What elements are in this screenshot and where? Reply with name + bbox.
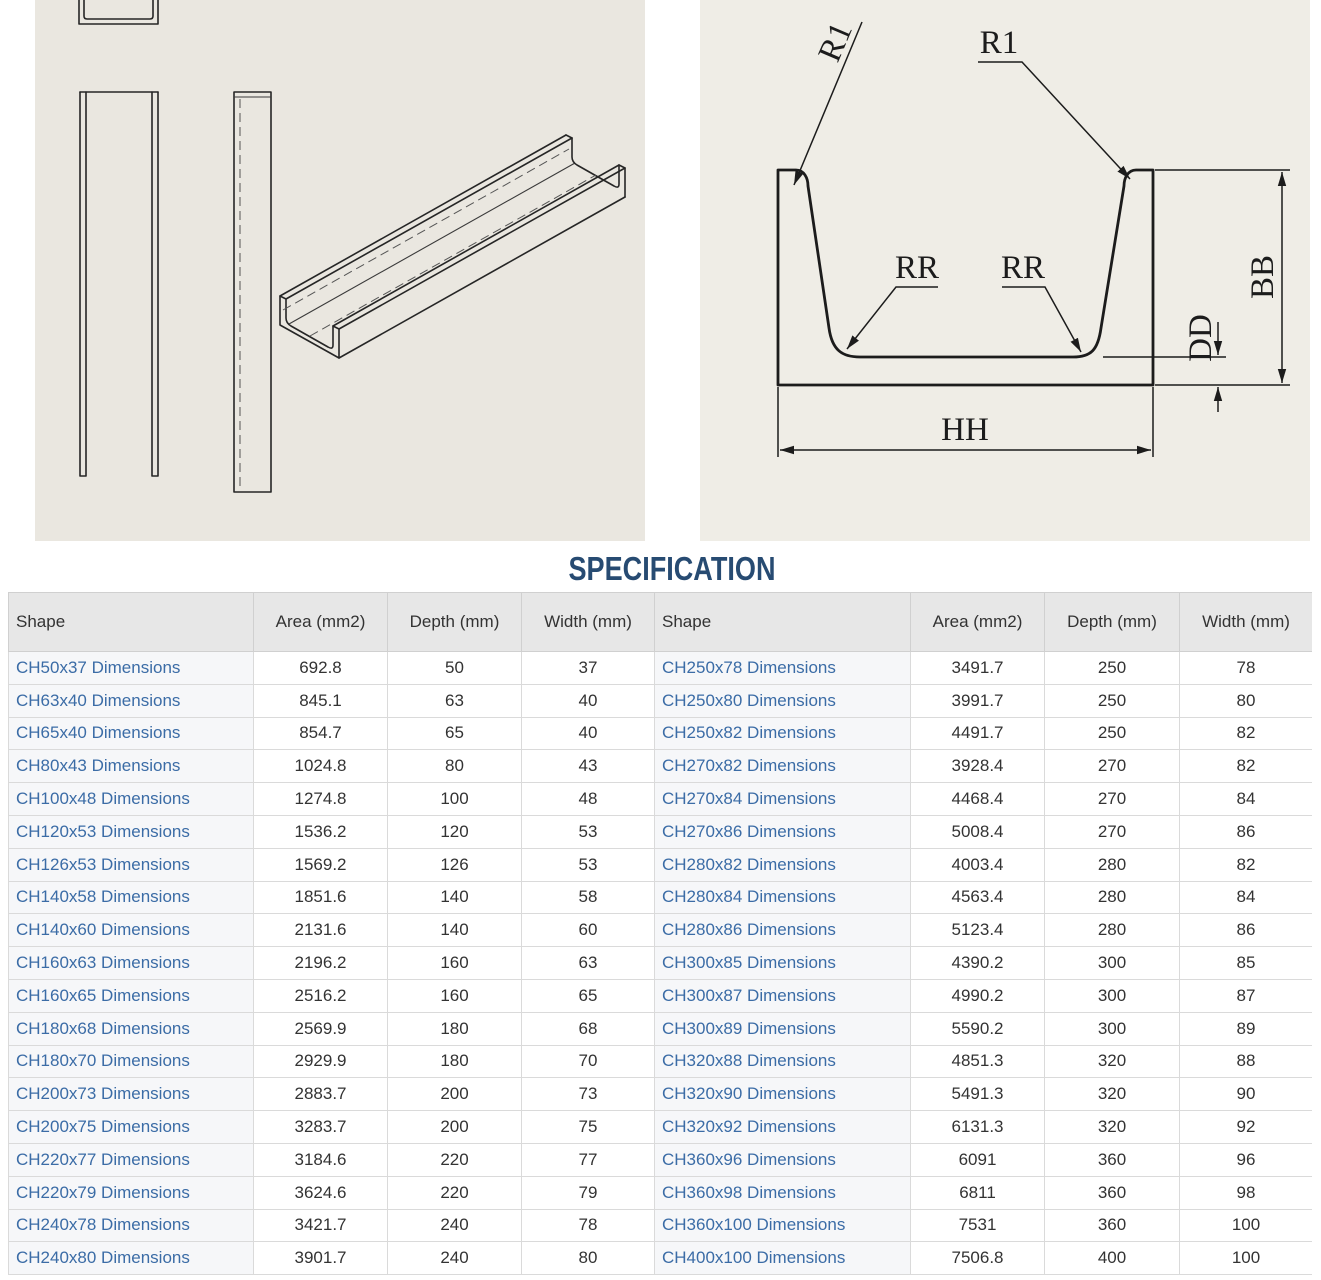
area-cell: 3184.6 bbox=[254, 1143, 388, 1176]
area-cell: 5008.4 bbox=[911, 815, 1045, 848]
table-row bbox=[9, 750, 1313, 783]
depth-cell: 250 bbox=[1045, 684, 1180, 717]
depth-cell: 320 bbox=[1045, 1078, 1180, 1111]
area-cell: 6091 bbox=[911, 1143, 1045, 1176]
column-header-depth: Depth (mm) bbox=[1045, 593, 1180, 652]
shape-dimensions-link[interactable]: CH270x84 Dimensions bbox=[662, 789, 836, 809]
front-view-right-flange bbox=[152, 92, 158, 476]
shape-dimensions-link[interactable]: CH360x96 Dimensions bbox=[662, 1149, 836, 1169]
shape-cell bbox=[655, 1176, 911, 1209]
area-cell: 2883.7 bbox=[254, 1078, 388, 1111]
shape-cell bbox=[9, 684, 254, 717]
area-cell: 1569.2 bbox=[254, 848, 388, 881]
depth-cell: 270 bbox=[1045, 815, 1180, 848]
width-cell: 86 bbox=[1180, 815, 1313, 848]
shape-cell bbox=[655, 914, 911, 947]
depth-cell: 300 bbox=[1045, 947, 1180, 980]
shape-cell bbox=[9, 947, 254, 980]
shape-cell bbox=[9, 1111, 254, 1144]
depth-cell: 270 bbox=[1045, 783, 1180, 816]
width-cell: 85 bbox=[1180, 947, 1313, 980]
rr-right-leader bbox=[1002, 287, 1081, 352]
depth-cell: 250 bbox=[1045, 652, 1180, 685]
shape-cell bbox=[9, 1209, 254, 1242]
section-outer-outline bbox=[79, 0, 158, 24]
shape-cell bbox=[9, 848, 254, 881]
shape-dimensions-link[interactable]: CH160x63 Dimensions bbox=[16, 953, 190, 973]
width-cell: 88 bbox=[1180, 1045, 1313, 1078]
iso-hidden-line-back bbox=[283, 149, 569, 310]
width-cell: 40 bbox=[522, 717, 655, 750]
specification-table bbox=[8, 592, 1312, 1275]
shape-dimensions-link[interactable]: CH400x100 Dimensions bbox=[662, 1248, 846, 1268]
depth-cell: 126 bbox=[388, 848, 522, 881]
area-cell: 3624.6 bbox=[254, 1176, 388, 1209]
table-row bbox=[9, 848, 1313, 881]
shape-cell bbox=[655, 1209, 911, 1242]
width-cell: 92 bbox=[1180, 1111, 1313, 1144]
shape-cell bbox=[655, 881, 911, 914]
width-cell: 48 bbox=[522, 783, 655, 816]
area-cell: 1851.6 bbox=[254, 881, 388, 914]
depth-cell: 120 bbox=[388, 815, 522, 848]
iso-near-end-face bbox=[280, 296, 339, 358]
column-header-shape: Shape bbox=[9, 593, 254, 652]
width-cell: 98 bbox=[1180, 1176, 1313, 1209]
shape-cell bbox=[655, 717, 911, 750]
rr-left-leader bbox=[847, 287, 938, 349]
table-row bbox=[9, 717, 1313, 750]
depth-cell: 180 bbox=[388, 1045, 522, 1078]
area-cell: 4491.7 bbox=[911, 717, 1045, 750]
width-cell: 90 bbox=[1180, 1078, 1313, 1111]
depth-cell: 220 bbox=[388, 1143, 522, 1176]
channel-section-svg bbox=[700, 0, 1310, 541]
area-cell: 2196.2 bbox=[254, 947, 388, 980]
depth-cell: 300 bbox=[1045, 979, 1180, 1012]
width-cell: 87 bbox=[1180, 979, 1313, 1012]
shape-dimensions-link[interactable]: CH320x92 Dimensions bbox=[662, 1117, 836, 1137]
column-header-width: Width (mm) bbox=[1180, 593, 1313, 652]
shape-cell bbox=[655, 1111, 911, 1144]
depth-cell: 360 bbox=[1045, 1143, 1180, 1176]
width-cell: 53 bbox=[522, 815, 655, 848]
area-cell: 4990.2 bbox=[911, 979, 1045, 1012]
iso-front-lip-outer-edge bbox=[339, 168, 625, 329]
area-cell: 2516.2 bbox=[254, 979, 388, 1012]
shape-dimensions-link[interactable]: CH65x40 Dimensions bbox=[16, 723, 181, 743]
depth-cell: 65 bbox=[388, 717, 522, 750]
shape-cell bbox=[655, 979, 911, 1012]
table-row bbox=[9, 881, 1313, 914]
depth-cell: 140 bbox=[388, 881, 522, 914]
area-cell: 7506.8 bbox=[911, 1242, 1045, 1275]
r1-left-label: R1 bbox=[811, 17, 860, 67]
area-cell: 1536.2 bbox=[254, 815, 388, 848]
table-row bbox=[9, 815, 1313, 848]
shape-dimensions-link[interactable]: CH250x82 Dimensions bbox=[662, 723, 836, 743]
shape-cell bbox=[9, 750, 254, 783]
width-cell: 89 bbox=[1180, 1012, 1313, 1045]
iso-back-wall-inner-edge bbox=[286, 138, 572, 299]
width-cell: 84 bbox=[1180, 783, 1313, 816]
area-cell: 5123.4 bbox=[911, 914, 1045, 947]
shape-dimensions-link[interactable]: CH140x60 Dimensions bbox=[16, 920, 190, 940]
iso-front-lip-inner-edge bbox=[333, 165, 619, 326]
shape-dimensions-link[interactable]: CH160x65 Dimensions bbox=[16, 985, 190, 1005]
shape-dimensions-link[interactable]: CH50x37 Dimensions bbox=[16, 657, 181, 677]
area-cell: 7531 bbox=[911, 1209, 1045, 1242]
width-cell: 65 bbox=[522, 979, 655, 1012]
iso-front-bottom-edge bbox=[339, 197, 625, 358]
width-cell: 40 bbox=[522, 684, 655, 717]
shape-cell bbox=[9, 1012, 254, 1045]
area-cell: 5491.3 bbox=[911, 1078, 1045, 1111]
area-cell: 2569.9 bbox=[254, 1012, 388, 1045]
depth-cell: 220 bbox=[388, 1176, 522, 1209]
shape-cell bbox=[655, 750, 911, 783]
column-header-width: Width (mm) bbox=[522, 593, 655, 652]
shape-cell bbox=[655, 1078, 911, 1111]
shape-dimensions-link[interactable]: CH240x80 Dimensions bbox=[16, 1248, 190, 1268]
area-cell: 4468.4 bbox=[911, 783, 1045, 816]
table-row bbox=[9, 1012, 1313, 1045]
area-cell: 845.1 bbox=[254, 684, 388, 717]
depth-cell: 320 bbox=[1045, 1045, 1180, 1078]
depth-cell: 240 bbox=[388, 1209, 522, 1242]
shape-dimensions-link[interactable]: CH280x82 Dimensions bbox=[662, 854, 836, 874]
shape-dimensions-link[interactable]: CH250x78 Dimensions bbox=[662, 657, 836, 677]
depth-cell: 140 bbox=[388, 914, 522, 947]
width-cell: 78 bbox=[1180, 652, 1313, 685]
r1-right-label: R1 bbox=[979, 25, 1019, 61]
shape-cell bbox=[9, 815, 254, 848]
area-cell: 4851.3 bbox=[911, 1045, 1045, 1078]
channel-profile-outline bbox=[778, 170, 1153, 385]
depth-cell: 250 bbox=[1045, 717, 1180, 750]
iso-far-end-profile bbox=[572, 138, 619, 187]
width-cell: 77 bbox=[522, 1143, 655, 1176]
shape-cell bbox=[655, 1045, 911, 1078]
area-cell: 854.7 bbox=[254, 717, 388, 750]
shape-dimensions-link[interactable]: CH320x90 Dimensions bbox=[662, 1084, 836, 1104]
shape-dimensions-link[interactable]: CH140x58 Dimensions bbox=[16, 887, 190, 907]
area-cell: 3491.7 bbox=[911, 652, 1045, 685]
table-row bbox=[9, 1111, 1313, 1144]
depth-cell: 360 bbox=[1045, 1176, 1180, 1209]
page-title: SPECIFICATION bbox=[568, 550, 776, 587]
width-cell: 96 bbox=[1180, 1143, 1313, 1176]
column-header-depth: Depth (mm) bbox=[388, 593, 522, 652]
depth-cell: 200 bbox=[388, 1111, 522, 1144]
depth-cell: 80 bbox=[388, 750, 522, 783]
hh-label: HH bbox=[941, 412, 989, 448]
table-row bbox=[9, 1209, 1313, 1242]
shape-cell bbox=[9, 914, 254, 947]
shape-cell bbox=[9, 783, 254, 816]
shape-dimensions-link[interactable]: CH360x98 Dimensions bbox=[662, 1182, 836, 1202]
width-cell: 37 bbox=[522, 652, 655, 685]
iso-back-wall-far-top bbox=[566, 135, 572, 138]
shape-dimensions-link[interactable]: CH220x79 Dimensions bbox=[16, 1182, 190, 1202]
width-cell: 75 bbox=[522, 1111, 655, 1144]
shape-dimensions-link[interactable]: CH250x80 Dimensions bbox=[662, 690, 836, 710]
table-header-row bbox=[9, 593, 1313, 652]
shape-dimensions-link[interactable]: CH126x53 Dimensions bbox=[16, 854, 190, 874]
shape-dimensions-link[interactable]: CH300x89 Dimensions bbox=[662, 1018, 836, 1038]
shape-cell bbox=[655, 783, 911, 816]
area-cell: 4003.4 bbox=[911, 848, 1045, 881]
table-row bbox=[9, 652, 1313, 685]
depth-cell: 160 bbox=[388, 979, 522, 1012]
column-header-area: Area (mm2) bbox=[254, 593, 388, 652]
width-cell: 84 bbox=[1180, 881, 1313, 914]
width-cell: 43 bbox=[522, 750, 655, 783]
shape-cell bbox=[655, 1012, 911, 1045]
width-cell: 73 bbox=[522, 1078, 655, 1111]
table-row bbox=[9, 1078, 1313, 1111]
shape-dimensions-link[interactable]: CH100x48 Dimensions bbox=[16, 789, 190, 809]
section-inner-outline bbox=[84, 0, 153, 19]
width-cell: 53 bbox=[522, 848, 655, 881]
table-row bbox=[9, 947, 1313, 980]
shape-cell bbox=[9, 1242, 254, 1275]
shape-dimensions-link[interactable]: CH300x87 Dimensions bbox=[662, 985, 836, 1005]
area-cell: 3283.7 bbox=[254, 1111, 388, 1144]
area-cell: 4563.4 bbox=[911, 881, 1045, 914]
shape-cell bbox=[655, 947, 911, 980]
shape-dimensions-link[interactable]: CH300x85 Dimensions bbox=[662, 953, 836, 973]
shape-dimensions-link[interactable]: CH270x86 Dimensions bbox=[662, 821, 836, 841]
area-cell: 692.8 bbox=[254, 652, 388, 685]
shape-cell bbox=[9, 1143, 254, 1176]
width-cell: 79 bbox=[522, 1176, 655, 1209]
shape-dimensions-link[interactable]: CH63x40 Dimensions bbox=[16, 690, 181, 710]
depth-cell: 300 bbox=[1045, 1012, 1180, 1045]
width-cell: 82 bbox=[1180, 848, 1313, 881]
channel-section-drawing bbox=[700, 0, 1310, 541]
shape-dimensions-link[interactable]: CH240x78 Dimensions bbox=[16, 1215, 190, 1235]
shape-cell bbox=[655, 815, 911, 848]
shape-cell bbox=[655, 684, 911, 717]
shape-cell bbox=[9, 979, 254, 1012]
depth-cell: 280 bbox=[1045, 848, 1180, 881]
shape-cell bbox=[9, 717, 254, 750]
front-view-left-flange bbox=[80, 92, 86, 476]
depth-cell: 63 bbox=[388, 684, 522, 717]
iso-floor-back-fold bbox=[289, 163, 575, 324]
bb-label: BB bbox=[1245, 254, 1281, 300]
depth-cell: 180 bbox=[388, 1012, 522, 1045]
specification-table-container bbox=[8, 592, 1312, 1278]
area-cell: 5590.2 bbox=[911, 1012, 1045, 1045]
area-cell: 3928.4 bbox=[911, 750, 1045, 783]
column-header-area: Area (mm2) bbox=[911, 593, 1045, 652]
area-cell: 2929.9 bbox=[254, 1045, 388, 1078]
channel-views-svg bbox=[35, 0, 645, 541]
table-row bbox=[9, 1242, 1313, 1275]
area-cell: 6131.3 bbox=[911, 1111, 1045, 1144]
shape-dimensions-link[interactable]: CH270x82 Dimensions bbox=[662, 756, 836, 776]
shape-dimensions-link[interactable]: CH180x68 Dimensions bbox=[16, 1018, 190, 1038]
shape-cell bbox=[655, 652, 911, 685]
area-cell: 6811 bbox=[911, 1176, 1045, 1209]
area-cell: 2131.6 bbox=[254, 914, 388, 947]
shape-cell bbox=[655, 1143, 911, 1176]
channel-views-drawing bbox=[35, 0, 645, 541]
shape-cell bbox=[9, 881, 254, 914]
table-body bbox=[9, 652, 1313, 1275]
shape-cell bbox=[9, 1045, 254, 1078]
width-cell: 63 bbox=[522, 947, 655, 980]
table-row bbox=[9, 1143, 1313, 1176]
depth-cell: 270 bbox=[1045, 750, 1180, 783]
area-cell: 1274.8 bbox=[254, 783, 388, 816]
shape-cell bbox=[655, 848, 911, 881]
table-row bbox=[9, 914, 1313, 947]
table-row bbox=[9, 1176, 1313, 1209]
column-header-shape: Shape bbox=[655, 593, 911, 652]
width-cell: 82 bbox=[1180, 717, 1313, 750]
width-cell: 70 bbox=[522, 1045, 655, 1078]
width-cell: 82 bbox=[1180, 750, 1313, 783]
table-row bbox=[9, 1045, 1313, 1078]
r1-right-leader bbox=[978, 62, 1130, 179]
depth-cell: 200 bbox=[388, 1078, 522, 1111]
width-cell: 78 bbox=[522, 1209, 655, 1242]
width-cell: 60 bbox=[522, 914, 655, 947]
depth-cell: 320 bbox=[1045, 1111, 1180, 1144]
width-cell: 100 bbox=[1180, 1209, 1313, 1242]
depth-cell: 240 bbox=[388, 1242, 522, 1275]
depth-cell: 280 bbox=[1045, 914, 1180, 947]
depth-cell: 100 bbox=[388, 783, 522, 816]
shape-dimensions-link[interactable]: CH120x53 Dimensions bbox=[16, 821, 190, 841]
shape-dimensions-link[interactable]: CH180x70 Dimensions bbox=[16, 1051, 190, 1071]
table-row bbox=[9, 684, 1313, 717]
width-cell: 80 bbox=[522, 1242, 655, 1275]
area-cell: 4390.2 bbox=[911, 947, 1045, 980]
depth-cell: 50 bbox=[388, 652, 522, 685]
width-cell: 100 bbox=[1180, 1242, 1313, 1275]
depth-cell: 360 bbox=[1045, 1209, 1180, 1242]
width-cell: 58 bbox=[522, 881, 655, 914]
width-cell: 80 bbox=[1180, 684, 1313, 717]
shape-dimensions-link[interactable]: CH280x84 Dimensions bbox=[662, 887, 836, 907]
shape-dimensions-link[interactable]: CH200x75 Dimensions bbox=[16, 1117, 190, 1137]
shape-dimensions-link[interactable]: CH220x77 Dimensions bbox=[16, 1149, 190, 1169]
side-view-outline bbox=[234, 92, 271, 492]
shape-cell bbox=[9, 652, 254, 685]
shape-dimensions-link[interactable]: CH280x86 Dimensions bbox=[662, 920, 836, 940]
depth-cell: 280 bbox=[1045, 881, 1180, 914]
shape-dimensions-link[interactable]: CH320x88 Dimensions bbox=[662, 1051, 836, 1071]
table-row bbox=[9, 979, 1313, 1012]
area-cell: 3901.7 bbox=[254, 1242, 388, 1275]
shape-cell bbox=[655, 1242, 911, 1275]
depth-cell: 400 bbox=[1045, 1242, 1180, 1275]
width-cell: 86 bbox=[1180, 914, 1313, 947]
shape-cell bbox=[9, 1176, 254, 1209]
shape-cell bbox=[9, 1078, 254, 1111]
area-cell: 3991.7 bbox=[911, 684, 1045, 717]
width-cell: 68 bbox=[522, 1012, 655, 1045]
dd-label: DD bbox=[1183, 314, 1219, 362]
shape-dimensions-link[interactable]: CH200x73 Dimensions bbox=[16, 1084, 190, 1104]
rr-right-label: RR bbox=[1000, 250, 1046, 286]
area-cell: 1024.8 bbox=[254, 750, 388, 783]
depth-cell: 160 bbox=[388, 947, 522, 980]
rr-left-label: RR bbox=[894, 250, 940, 286]
area-cell: 3421.7 bbox=[254, 1209, 388, 1242]
shape-dimensions-link[interactable]: CH80x43 Dimensions bbox=[16, 756, 181, 776]
shape-dimensions-link[interactable]: CH360x100 Dimensions bbox=[662, 1215, 846, 1235]
table-row bbox=[9, 783, 1313, 816]
